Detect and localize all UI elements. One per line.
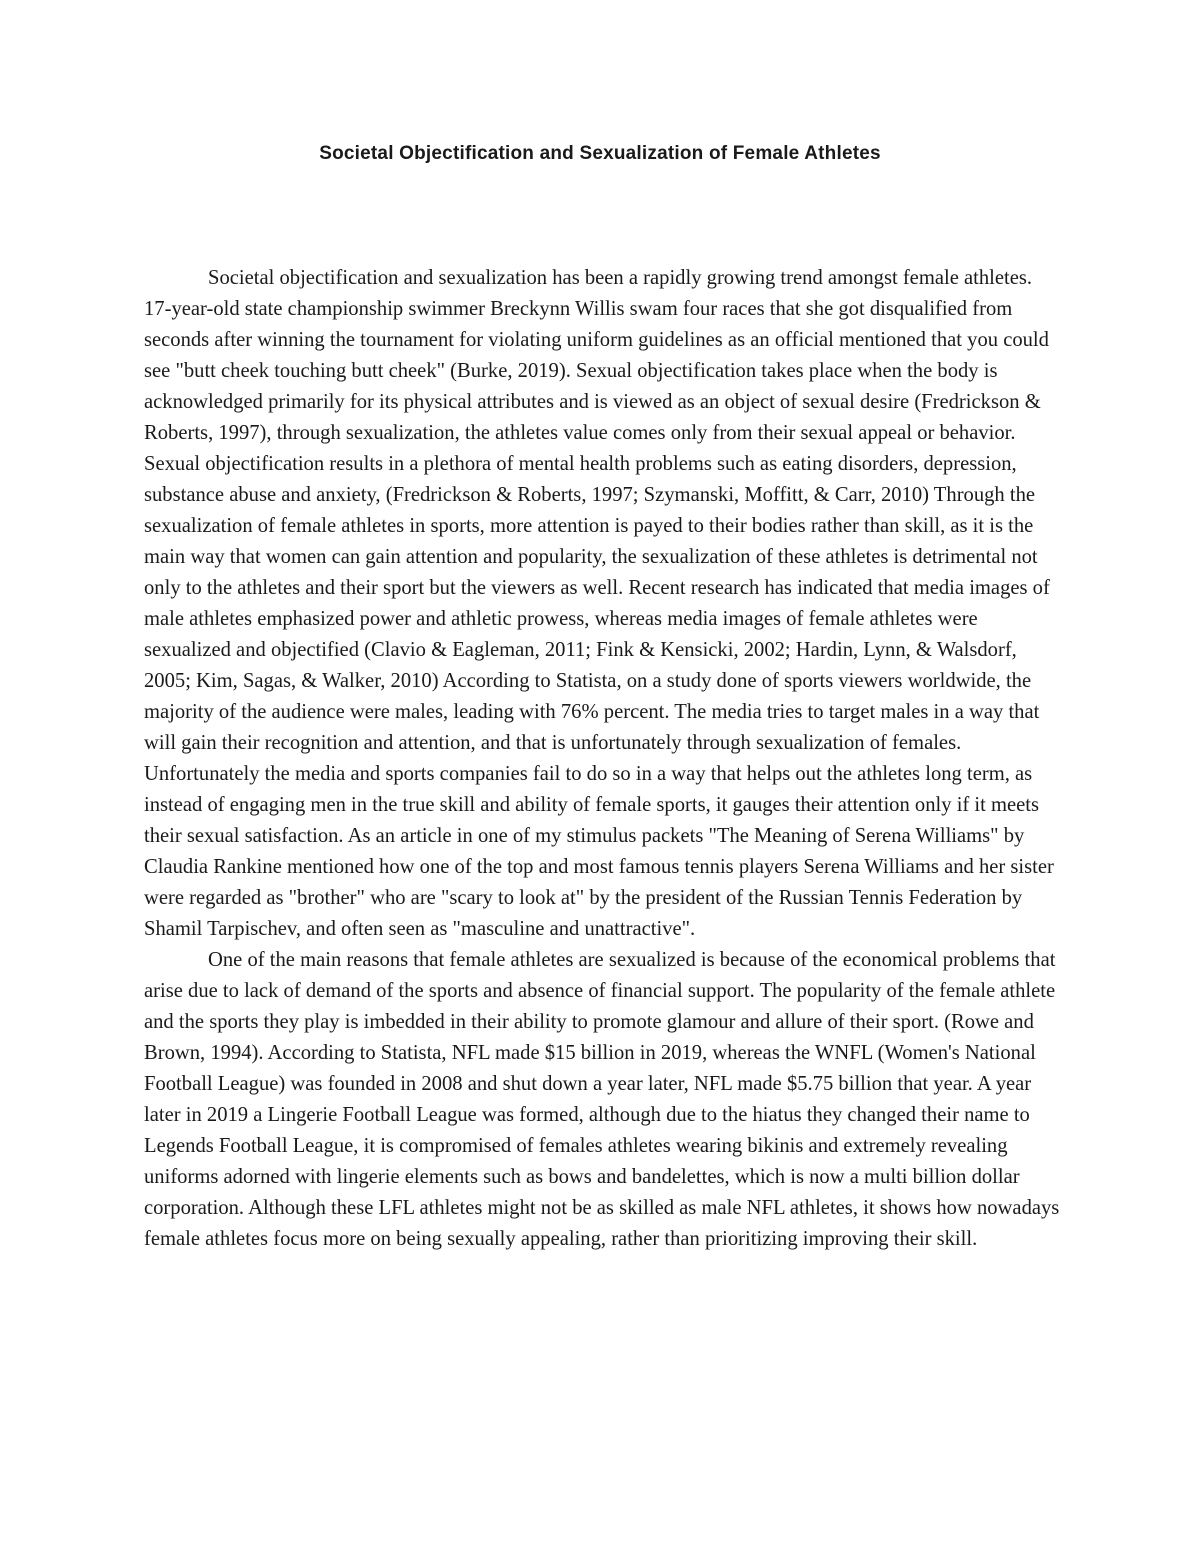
paragraph: One of the main reasons that female athletes are sexualized is because of the economical problems that arise due to lack of demand of the sports and absence of financial support. The popularity of the female athlete and the sports they play is imbedded in their ability to promote glamour and allure of their sport. (Rowe and Brown, 1994). According to Statista, NFL made $15 billion in 2019, whereas the WNFL (Women's National Football League) was founded in 2008 and shut down a year later, NFL made $5.75 billion that year. A year later in 2019 a Lingerie Football League was formed, although due to the hiatus they changed their name to Legends Football League, it is compromised of females athletes wearing bikinis and extremely revealing uniforms adorned with lingerie elements such as bows and bandelettes, which is now a multi billion dollar corporation. Although these LFL athletes might not be as skilled as male NFL athletes, it shows how nowadays female athletes focus more on being sexually appealing, rather than prioritizing improving their skill.: [144, 949, 1060, 1250]
paragraph: Societal objectification and sexualization has been a rapidly growing trend amongst female athletes. 17-year-old state championship swimmer Breckynn Willis swam four races that she got disqualified from seconds after winning the tournament for violating uniform guidelines as an official mentioned that you could see "butt cheek touching butt cheek" (Burke, 2019). Sexual objectification takes place when the body is acknowledged primarily for its physical attributes and is viewed as an object of sexual desire (Fredrickson & Roberts, 1997), through sexualization, the athletes value comes only from their sexual appeal or behavior. Sexual objectification results in a plethora of mental health problems such as eating disorders, depression, substance abuse and anxiety, (Fredrickson & Roberts, 1997; Szymanski, Moffitt, & Carr, 2010) Through the sexualization of female athletes in sports, more attention is payed to their bodies rather than skill, as it is the main way that women can gain attention and popularity, the sexualization of these athletes is detrimental not only to the athletes and their sport but the viewers as well. Recent research has indicated that media images of male athletes emphasized power and athletic prowess, whereas media images of female athletes were sexualized and objectified (Clavio & Eagleman, 2011; Fink & Kensicki, 2002; Hardin, Lynn, & Walsdorf, 2005; Kim, Sagas, & Walker, 2010) According to Statista, on a study done of sports viewers worldwide, the majority of the audience were males, leading with 76% percent. The media tries to target males in a way that will gain their recognition and attention, and that is unfortunately through sexualization of females. Unfortunately the media and sports companies fail to do so in a way that helps out the athletes long term, as instead of engaging men in the true skill and ability of female sports, it gauges their attention only if it meets their sexual satisfaction. As an article in one of my stimulus packets "The Meaning of Serena Williams" by Claudia Rankine mentioned how one of the top and most famous tennis players Serena Williams and her sister were regarded as "brother" who are "scary to look at" by the president of the Russian Tennis Federation by Shamil Tarpischev, and often seen as "masculine and unattractive".: [144, 267, 1054, 940]
document-body: [144, 263, 1064, 1255]
document-title: Societal Objectification and Sexualization of Female Athletes: [319, 143, 881, 164]
